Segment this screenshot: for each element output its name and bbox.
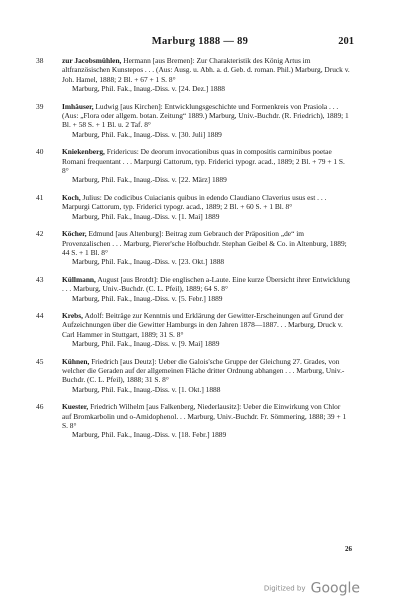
entry-author: Köcher, — [62, 229, 87, 239]
entry-text: August [aus Brotdt]: Die englischen a-Laute. Eine kurze Übersicht ihrer Entwicklung . . . Marburg, Univ.-Buchdr. (C. L. Pfeil), 1889; 64 S. 8° — [62, 274, 350, 294]
running-title: Marburg 1888 — 89 — [151, 36, 249, 47]
entry-author: Krebs, — [62, 310, 84, 320]
entry-imprint: Marburg, Phil. Fak., Inaug.-Diss. v. [9. Mai] 1889 — [72, 339, 220, 349]
entry-imprint: Marburg, Phil. Fak., Inaug.-Diss. v. [23. Okt.] 1888 — [72, 257, 225, 267]
entry-imprint: Marburg, Phil. Fak., Inaug.-Diss. v. [18. Febr.] 1889 — [72, 430, 227, 440]
entry-imprint: Marburg, Phil. Fak., Inaug.-Diss. v. [24. Dez.] 1888 — [72, 84, 225, 94]
list-item — [0, 357, 400, 395]
bibliography-list — [0, 56, 400, 448]
entry-imprint: Marburg, Phil. Fak., Inaug.-Diss. v. [1. Okt.] 1888 — [72, 384, 221, 394]
entry-imprint: Marburg, Phil. Fak., Inaug.-Diss. v. [5. Febr.] 1889 — [72, 293, 223, 303]
list-item — [0, 229, 400, 267]
entry-author: zur Jacobsmühlen, — [62, 56, 122, 65]
entry-number: 43 — [36, 274, 44, 284]
entry-author: Kühnen, — [62, 356, 90, 366]
page-header — [0, 36, 400, 50]
page-number: 201 — [338, 36, 354, 47]
entry-number: 38 — [36, 56, 44, 65]
entry-text: Hermann [aus Bremen]: Zur Charakteristik des König Artus im altfranzösischen Kunstepos . . . (Aus: Ausg. u. Abh. a. d. Geb. d. roman. Phil.) Marburg, Druck v. Joh. Hamel, 1888; 2 Bl. + 67 + 1 S. 8° — [62, 56, 350, 84]
entry-text: Julius: De codicibus Cuiacianis quibus in edendo Claudiano Claverius usus est . . . Marpurgi Cattorum, typ. Friderici typogr. acad., 1889; 2 Bl. + 60 S. + 1 Bl. 8° — [62, 192, 327, 212]
entry-author: Koch, — [62, 192, 81, 202]
list-item — [0, 56, 400, 94]
entry-author: Küllmann, — [62, 274, 96, 284]
entry-number: 44 — [36, 310, 44, 320]
entry-author: Kuester, — [62, 402, 89, 412]
entry-number: 40 — [36, 147, 44, 157]
google-logo: Google — [310, 580, 360, 597]
entry-text: Adolf: Beiträge zur Kenntnis und Erklärung der Gewitter-Erscheinungen auf Grund der Aufzeichnungen über die Gewitter Hamburgs in den Jahren 1878—1887. . . Marburg, Druck v. Carl Hammer in Stuttgart, 1889; 31 S. 8° — [62, 310, 344, 339]
entry-text: Friedrich [aus Deutz]: Ueber die Galois'sche Gruppe der Gleichung 27. Grades, von welcher die Geraden auf der allgemeinen Fläche dritter Ordnung abhangen . . . Marburg, Univ.-Buchdr. (C. L. Pfeil), 1888; 31 S. 8° — [62, 356, 345, 385]
entry-imprint: Marburg, Phil. Fak., Inaug.-Diss. v. [30. Juli] 1889 — [72, 129, 222, 139]
watermark-prefix: Digitized by — [263, 584, 306, 593]
list-item — [0, 193, 400, 221]
entry-text: Friedrich Wilhelm [aus Falkenberg, Niederlausitz]: Ueber die Einwirkung von Chlor auf Bromkarbolin und o-Amidophenol. . . Marburg, Univ.-Buchdr. Fr. Sömmering, 1888; 39 + 1 S. 8° — [62, 402, 347, 430]
entry-author: Imhäuser, — [62, 101, 94, 111]
entry-number: 45 — [36, 356, 44, 366]
entry-number: 42 — [36, 229, 44, 239]
entry-author: Kniekenberg, — [62, 147, 105, 157]
signature-mark: 26 — [345, 545, 352, 553]
entry-text: Edmund [aus Altenburg]: Beitrag zum Gebrauch der Präposition „de“ im Provenzalischen . . . Marburg, Pierer'sche Hofbuchdr. Stephan Geibel & Co. in Altenburg, 1889; 44 S. + 1 Bl. 8° — [62, 229, 347, 257]
digitization-watermark — [264, 578, 360, 597]
entry-text: Ludwig [aus Kirchen]: Entwicklungsgeschichte und Formenkreis von Prasiola . . . (Aus: „Flora oder allgem. botan. Zeitung“ 1889.) Marburg, Univ.-Buchdr. (R. Friedrich), 1889; 1 Bl. + 58 S. + 1 Bl. u. 2 Taf. 8° — [62, 101, 349, 130]
list-item — [0, 402, 400, 440]
entry-imprint: Marburg, Phil. Fak., Inaug.-Diss. v. [1. Mai] 1889 — [72, 211, 220, 221]
list-item — [0, 102, 400, 140]
entry-number: 46 — [36, 402, 44, 412]
entry-number: 41 — [36, 192, 44, 202]
list-item — [0, 147, 400, 185]
entry-text: Fridericus: De deorum invocationibus quas in compositis carminibus poetae Romani frequentant . . . Marpurgi Cattorum, typ. Friderici typogr. acad., 1889; 2 Bl. + 79 + 1 S. 8° — [62, 147, 345, 176]
list-item — [0, 275, 400, 303]
entry-imprint: Marburg, Phil. Fak., Inaug.-Diss. v. [22. März] 1889 — [72, 175, 227, 185]
entry-number: 39 — [36, 101, 44, 111]
list-item — [0, 311, 400, 349]
